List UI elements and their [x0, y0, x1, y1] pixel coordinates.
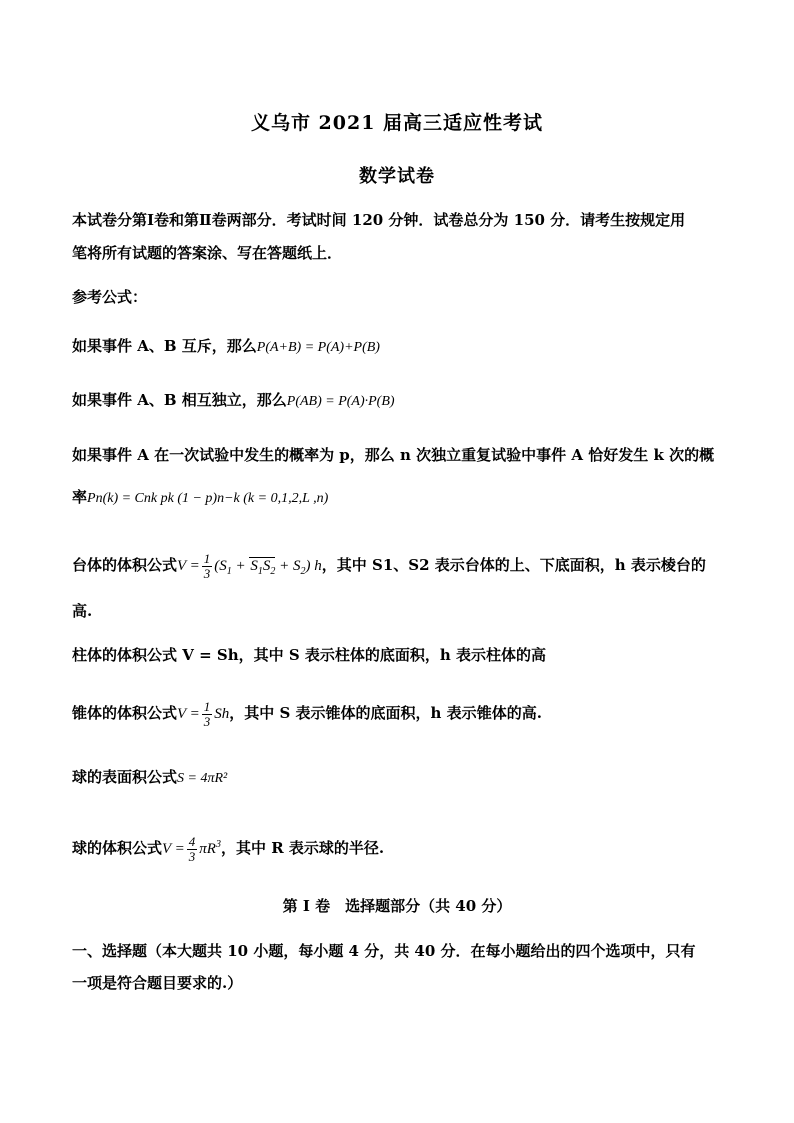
intro-line-2: 笔将所有试题的答案涂、写在答题纸上．: [72, 244, 343, 262]
frustum-expression: V = $\frac{1}{3}$ $(S_1 + S_1S_2 + S_2)$ h: [177, 551, 322, 582]
formula-independent-label: 如果事件 A、B 相互独立，那么: [72, 391, 287, 409]
formula-independent-expression: P(AB) = P(A)·P(B): [286, 394, 395, 409]
formula-prism: 柱体的体积公式 V = Sh，其中 S 表示柱体的底面积，h 表示柱体的高: [72, 646, 547, 664]
intro-line-1: 本试卷分第Ⅰ卷和第Ⅱ卷两部分．考试时间 120 分钟．试卷总分为 150 分．请考生按规定用: [72, 211, 686, 229]
formula-mutex-label: 如果事件 A、B 互斥，那么: [72, 337, 257, 355]
formula-frustum: [72, 548, 706, 589]
formula-mutex: [72, 339, 380, 355]
formula-binomial-expression: Pn(k) = Cnk pk (1 − p)n−k (k = 0,1,2,L ,n): [87, 491, 329, 506]
formula-binomial-line-2: [72, 490, 328, 506]
exam-title: 义乌市 2021 届高三适应性考试: [250, 112, 544, 134]
formula-cone-prefix: 锥体的体积公式: [72, 704, 178, 722]
formulas-heading: 参考公式：: [72, 288, 148, 306]
formula-independent: [72, 393, 395, 409]
formula-sphere-volume: [72, 828, 384, 866]
formula-sphere-area: [72, 770, 227, 786]
formula-frustum-line-2: 高.: [72, 602, 93, 620]
cone-expression: V = $\frac{1}{3}$ Sh: [177, 699, 230, 730]
formula-cone-suffix: ，其中 S 表示锥体的底面积，h 表示锥体的高.: [229, 704, 542, 722]
formula-sphere-area-expression: S = 4πR²: [177, 771, 228, 786]
formula-mutex-expression: P(A+B) = P(A)+P(B): [256, 340, 380, 355]
formula-sphere-area-prefix: 球的表面积公式: [72, 768, 178, 786]
formula-sphere-volume-prefix: 球的体积公式: [72, 839, 163, 857]
section-instruction-line-2: 一项是符合题目要求的.）: [72, 974, 243, 992]
sphere-volume-expression: V = $\frac{4}{3}$ $\pi R^3$: [162, 834, 221, 865]
formula-binomial-prefix: 率: [72, 488, 88, 506]
section-instruction-line-1: 一、选择题（本大题共 10 小题，每小题 4 分，共 40 分．在每小题给出的四个选项中，只有: [72, 942, 696, 960]
formula-cone: [72, 696, 542, 731]
formula-frustum-prefix: 台体的体积公式: [72, 556, 178, 574]
formula-binomial-line-1: 如果事件 A 在一次试验中发生的概率为 p，那么 n 次独立重复试验中事件 A 恰好发生 k 次的概: [72, 446, 715, 464]
formula-frustum-suffix: ，其中 S1、S2 表示台体的上、下底面积，h 表示棱台的: [321, 556, 706, 574]
formula-sphere-volume-suffix: ，其中 R 表示球的半径.: [220, 839, 385, 857]
section-title: 第 I 卷 选择题部分（共 40 分）: [282, 897, 512, 915]
exam-subtitle: 数学试卷: [359, 166, 435, 187]
